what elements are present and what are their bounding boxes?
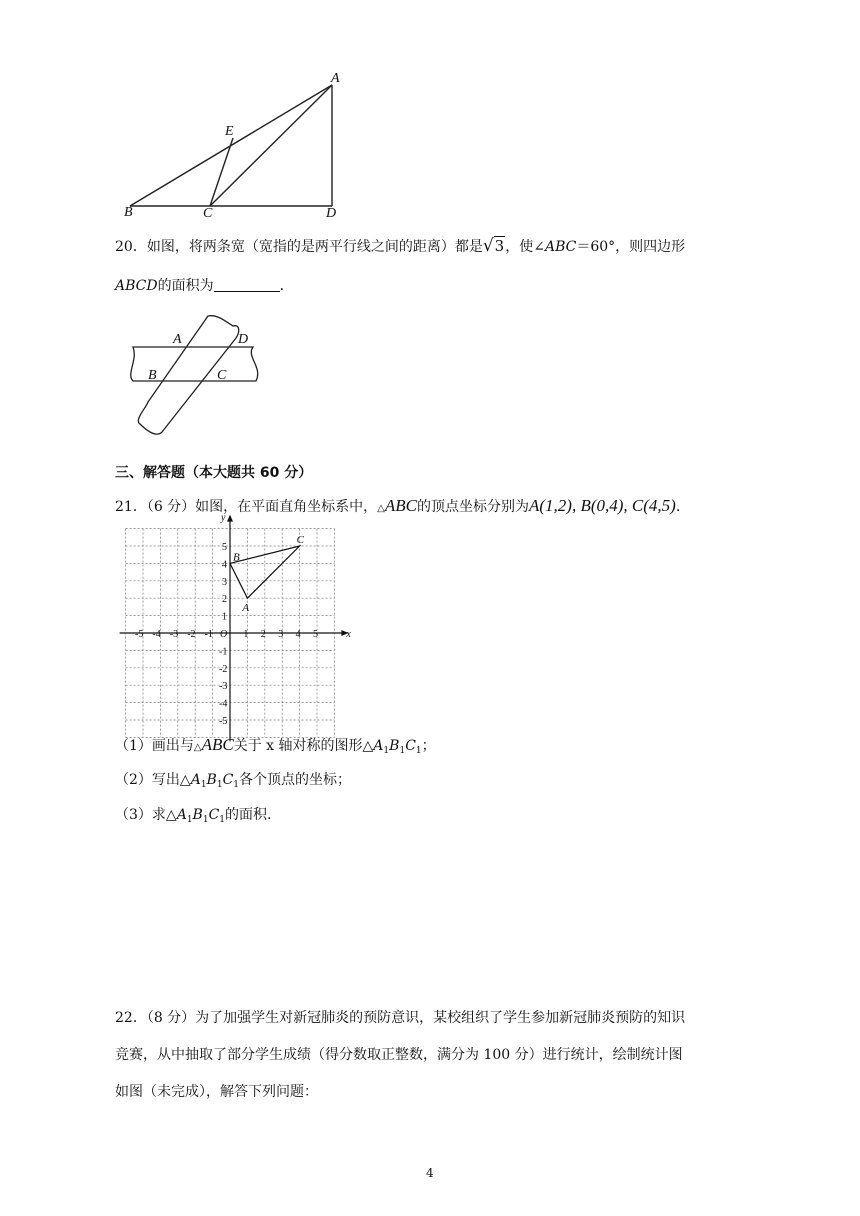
- q20-line2: ABCD的面积为 ．: [115, 278, 294, 294]
- y-tick-label: -5: [219, 716, 228, 727]
- y-tick-label: -1: [219, 646, 228, 658]
- label-b: B: [148, 368, 157, 383]
- q22-line1: 22．（8 分）为了加强学生对新冠肺炎的预防意识，某校组织了学生参加新冠肺炎预防的知识: [115, 1010, 686, 1026]
- label-b: B: [124, 205, 133, 220]
- y-tick-label: 2: [222, 594, 227, 606]
- triangle-figure-q19: [115, 70, 355, 220]
- label-c: C: [203, 206, 213, 221]
- x-tick-label: -2: [187, 629, 196, 640]
- vertex-label-c: C: [296, 534, 304, 546]
- label-a: A: [331, 71, 340, 86]
- x-tick-label: -1: [204, 629, 213, 640]
- y-tick-label: 5: [222, 542, 227, 553]
- section-heading: 三、解答题（本大题共 60 分）: [115, 465, 313, 481]
- y-tick-label: 3: [222, 576, 227, 588]
- segment-ce: [210, 138, 233, 206]
- vertex-label-b: B: [233, 551, 240, 564]
- q21-part2: （2）写出$\triangle A_1B_1C_1$各个顶点的坐标；: [115, 772, 352, 790]
- x-tick-label: 2: [260, 629, 266, 640]
- x-tick-label: 1: [243, 629, 249, 640]
- label-a: A: [173, 332, 182, 347]
- vertex-label-a: A: [242, 602, 250, 615]
- q21-part3: （3）求$\triangle A_1B_1C_1$的面积.: [115, 807, 272, 825]
- label-e: E: [225, 124, 234, 139]
- axis-label-y: y: [221, 512, 226, 524]
- label-c: C: [217, 368, 227, 383]
- x-tick-label: 4: [295, 629, 301, 640]
- y-tick-label: -2: [219, 663, 228, 675]
- answer-blank[interactable]: [214, 277, 280, 292]
- y-tick-label: 1: [222, 611, 227, 623]
- x-tick-label: 5: [313, 629, 318, 640]
- y-tick-label: -3: [219, 681, 228, 693]
- coordinate-grid: [122, 512, 362, 727]
- label-d: D: [238, 332, 249, 347]
- page-number: 4: [426, 1166, 434, 1180]
- segment-ca: [210, 85, 332, 206]
- x-tick-label: -3: [169, 629, 179, 640]
- q21-part1: （1）画出与△ABC关于 x 轴对称的图形$\triangle A_1B_1C_1$；: [115, 735, 436, 756]
- q21-stem: 21．（6 分）如图，在平面直角坐标系中，△ABC的顶点坐标分别为A(1,2), B(0,4), C(4,5).: [115, 496, 681, 515]
- strips-figure-q20: [118, 312, 268, 442]
- sqrt-symbol: √: [482, 236, 494, 256]
- x-tick-label: -4: [152, 629, 161, 640]
- y-tick-label: 4: [222, 559, 227, 571]
- q22-line3: 如图（未完成），解答下列问题：: [115, 1084, 318, 1100]
- q20-line1: 20．如图，将两条宽（宽指的是两平行线之间的距离）都是√3，使∠ABC＝60°，则四边形: [115, 236, 686, 256]
- x-tick-label: 3: [278, 629, 284, 640]
- sqrt-value: 3: [494, 237, 505, 255]
- q22-line2: 竞赛，从中抽取了部分学生成绩（得分数取正整数，满分为 100 分）进行统计，绘制统计图: [115, 1047, 683, 1063]
- label-d: D: [326, 206, 337, 221]
- y-tick-label: -4: [219, 698, 228, 710]
- x-tick-label: -5: [135, 629, 144, 640]
- axis-label-x: x: [346, 629, 351, 640]
- origin-label: O: [220, 629, 228, 640]
